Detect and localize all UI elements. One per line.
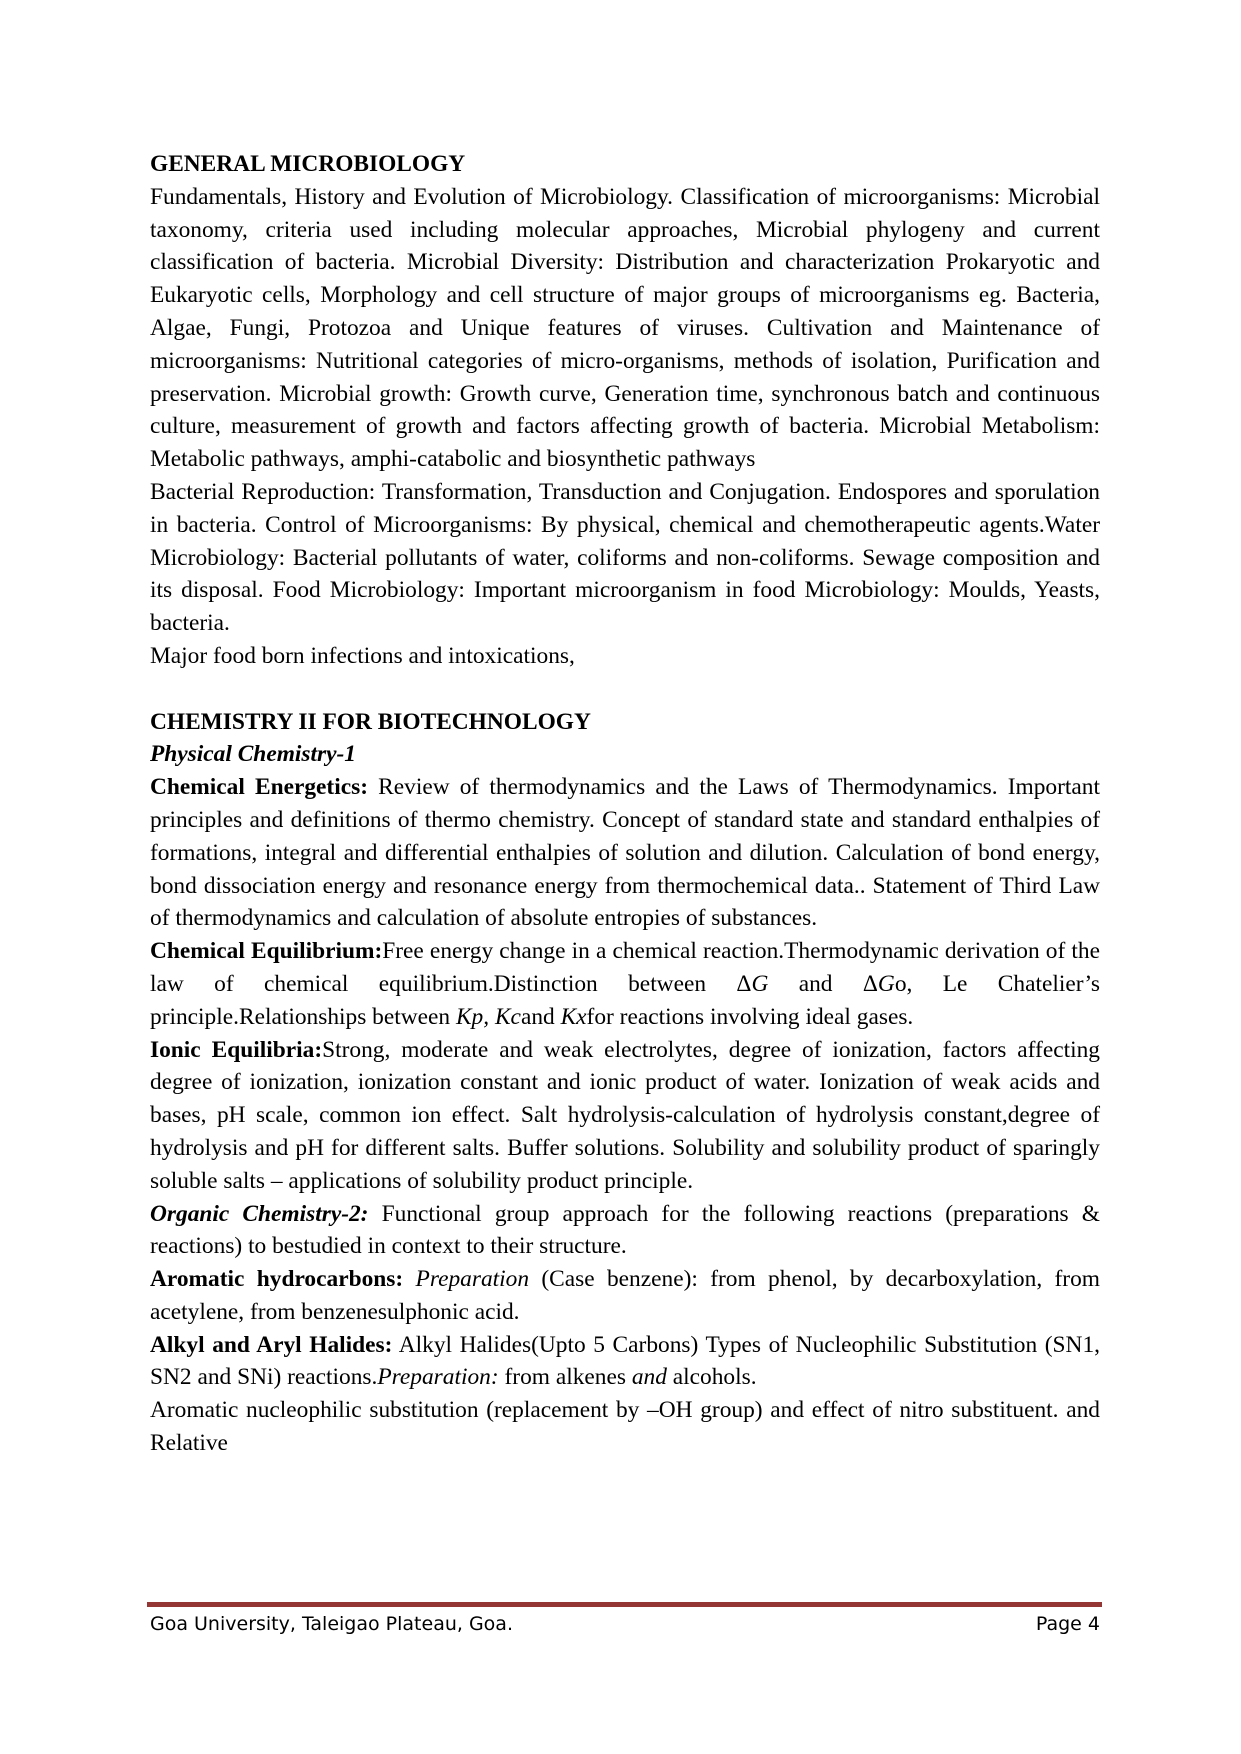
symbol-g: G — [751, 970, 769, 997]
paragraph-organic-chemistry — [150, 1198, 1100, 1264]
label-chemical-energetics: Chemical Energetics: — [150, 774, 368, 801]
paragraph-microbiology-fundamentals: Fundamentals, History and Evolution of Microbiology. Classification of microorganisms: Microbial taxonomy, criteria used including molecular approaches, Microbial phylogeny and current classification of bacteria. Microbial Diversity: Distribution and characterization Prokaryotic and Eukaryotic cells, Morphology and cell structure of major groups of microorganisms eg. Bacteria, Algae, Fungi, Protozoa and Unique features of viruses. Cultivation and Maintenance of microorganisms: Nutritional categories of micro-organisms, methods of isolation, Purification and preservation. Microbial growth: Growth curve, Generation time, synchronous batch and continuous culture, measurement of growth and factors affecting growth of bacteria. Microbial Metabolism: Metabolic pathways, amphi-catabolic and biosynthetic pathways — [150, 183, 1100, 473]
symbol-kp-kc: Kp, Kc — [455, 1003, 521, 1030]
text-organic-chemistry: Functional group approach for the following reactions (preparations & reactions) to bestudied in context to their structure. — [150, 1200, 1101, 1260]
label-organic-chemistry: Organic Chemistry-2: — [150, 1200, 369, 1227]
footer-rule — [147, 1602, 1102, 1607]
label-chemical-equilibrium: Chemical Equilibrium: — [150, 938, 383, 965]
footer-institution: Goa University, Taleigao Plateau, Goa. — [150, 1613, 513, 1635]
paragraph-chemical-equilibrium — [150, 935, 1100, 1033]
paragraph-alkyl-aryl-halides — [150, 1329, 1100, 1395]
symbol-g-standard: G — [877, 970, 895, 997]
symbol-kx: Kx — [560, 1003, 587, 1030]
text-aromatic-preparation: Preparation — [415, 1266, 530, 1293]
page-content — [150, 148, 1100, 1460]
paragraph-chemical-energetics — [150, 771, 1100, 935]
section-heading-general-microbiology: GENERAL MICROBIOLOGY — [150, 151, 466, 177]
text-equilibrium-part-2: and Δ — [768, 970, 878, 997]
text-equilibrium-part-1: Free energy change in a chemical reaction.Thermodynamic derivation of the law of chemical equilibrium.Distinction between Δ — [150, 938, 1100, 997]
text-equilibrium-part-5: for reactions involving ideal gases. — [586, 1003, 914, 1030]
text-equilibrium-part-4: and — [520, 1003, 561, 1030]
section-heading-chemistry-ii: CHEMISTRY II FOR BIOTECHNOLOGY — [150, 708, 591, 735]
text-halides-part-2: from alkenes — [498, 1364, 632, 1391]
paragraph-aromatic-nucleophilic: Aromatic nucleophilic substitution (replacement by –OH group) and effect of nitro substituent. and Relative — [150, 1397, 1100, 1457]
paragraph-ionic-equilibria — [150, 1034, 1100, 1198]
text-ionic-equilibria: Strong, moderate and weak electrolytes, degree of ionization, factors affecting degree of ionization, ionization constant and ionic product of water. Ionization of weak acids and bases, pH scale, common ion effect. Salt hydrolysis-calculation of hydrolysis constant,degree of hydrolysis and pH for different salts. Buffer solutions. Solubility and solubility product of sparingly soluble salts – applications of solubility product principle. — [150, 1036, 1100, 1194]
paragraph-bacterial-reproduction: Bacterial Reproduction: Transformation, Transduction and Conjugation. Endospores and sporulation in bacteria. Control of Microorganisms: By physical, chemical and chemotherapeutic agents.Water Microbiology: Bacterial pollutants of water, coliforms and non-coliforms. Sewage composition and its disposal. Food Microbiology: Important microorganism in food Microbiology: Moulds, Yeasts, bacteria. — [150, 478, 1100, 637]
subheading-physical-chemistry: Physical Chemistry-1 — [150, 741, 356, 768]
text-aromatic-hydrocarbons: (Case benzene): from phenol, by decarboxylation, from acetylene, from benzenesulphonic acid. — [150, 1266, 1100, 1325]
page-footer — [150, 1613, 1100, 1643]
label-ionic-equilibria: Ionic Equilibria: — [150, 1036, 323, 1063]
text-chemical-energetics: Review of thermodynamics and the Laws of Thermodynamics. Important principles and definitions of thermo chemistry. Concept of standard state and standard enthalpies of formations, integral and differential enthalpies of solution and dilution. Calculation of bond energy, bond dissociation energy and resonance energy from thermochemical data.. Statement of Third Law of thermodynamics and calculation of absolute entropies of substances. — [150, 774, 1100, 932]
footer-page-number: Page 4 — [1035, 1613, 1100, 1635]
label-aromatic-hydrocarbons: Aromatic hydrocarbons: — [150, 1266, 404, 1293]
paragraph-aromatic-hydrocarbons — [150, 1263, 1100, 1329]
section-spacer — [150, 673, 1100, 706]
text-halides-preparation: Preparation: — [377, 1364, 499, 1391]
text-equilibrium-part-3: o, Le Chatelier’s principle.Relationships between — [150, 970, 1100, 1030]
text-halides-part-3: alcohols. — [666, 1364, 757, 1391]
text-halides-and: and — [631, 1364, 667, 1391]
label-alkyl-aryl-halides: Alkyl and Aryl Halides: — [150, 1331, 393, 1358]
paragraph-food-infections: Major food born infections and intoxications, — [150, 642, 575, 669]
text-halides-part-1: Alkyl Halides(Upto 5 Carbons) Types of Nucleophilic Substitution (SN1, SN2 and SNi) reactions. — [150, 1331, 1100, 1391]
